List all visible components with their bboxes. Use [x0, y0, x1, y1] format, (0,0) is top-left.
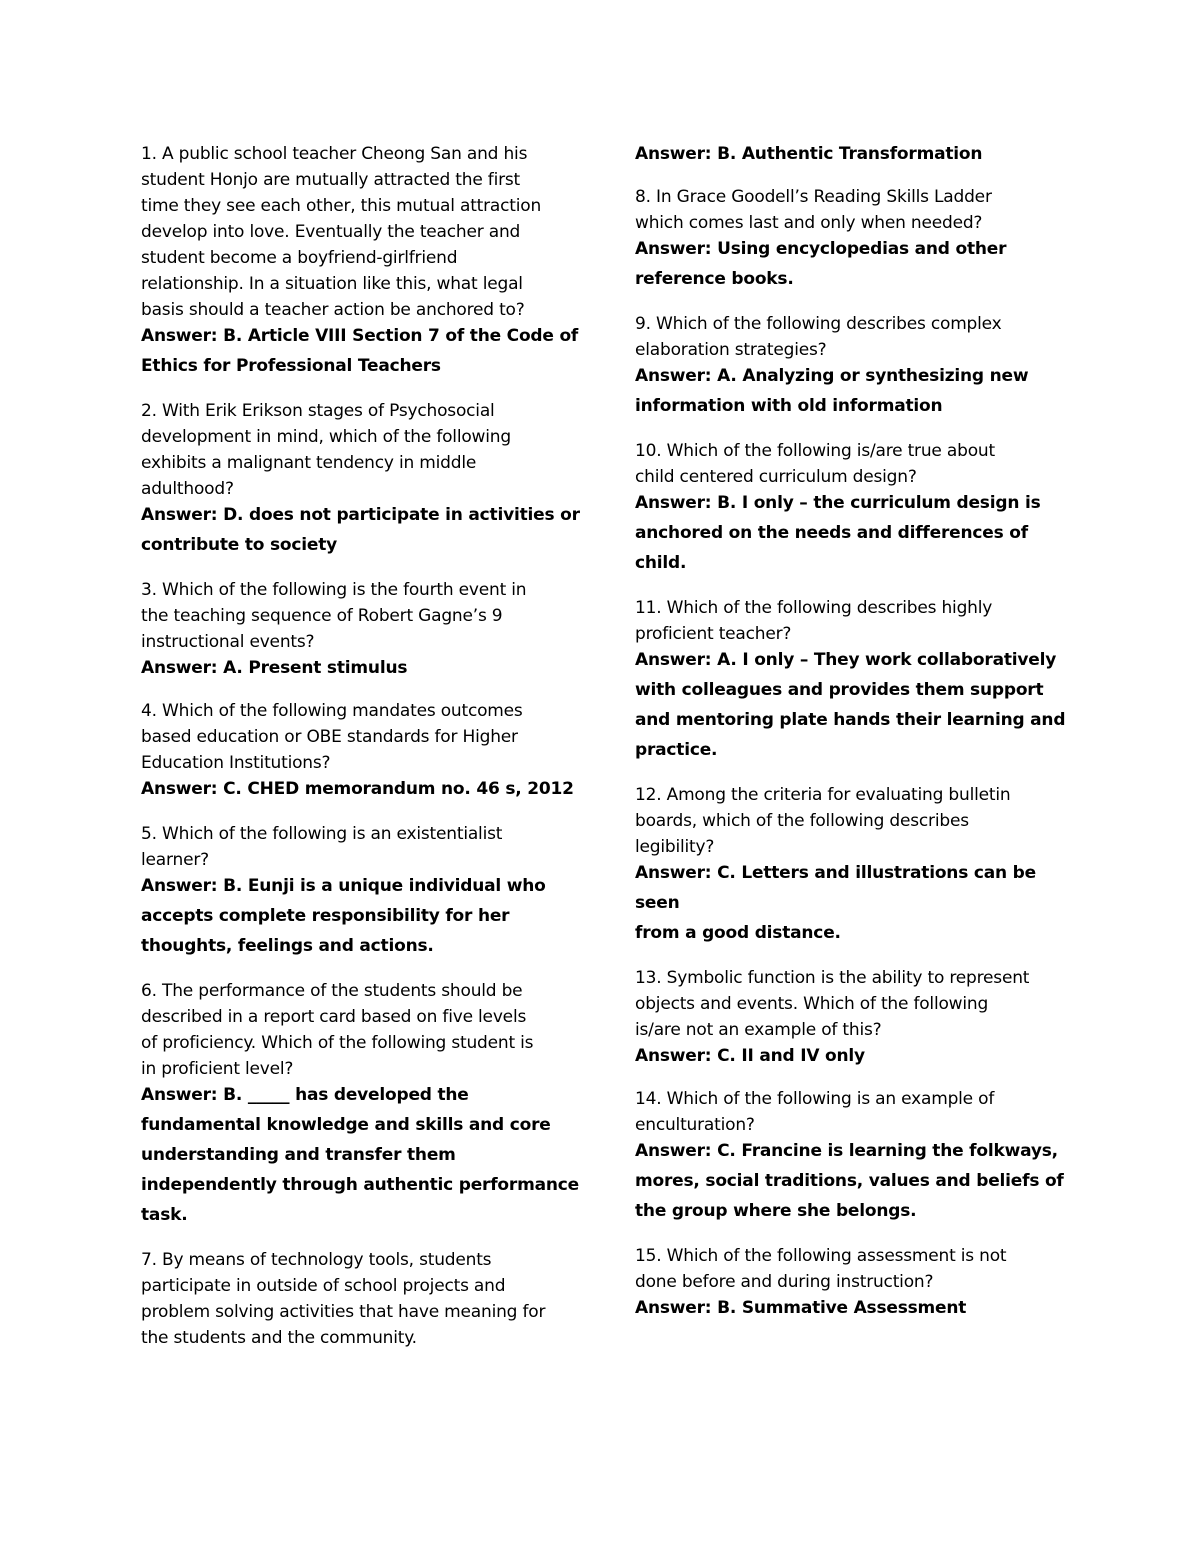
question-item-4: [141, 698, 581, 804]
question-text: 13. Symbolic function is the ability to represent objects and events. Which of the following is/are not an example of this?: [635, 968, 1030, 1040]
question-item-1: [141, 141, 581, 381]
question-item-7: [141, 1247, 581, 1351]
question-item-14: [635, 1086, 1075, 1226]
question-text: 9. Which of the following describes complex elaboration strategies?: [635, 314, 1002, 360]
answer-text: Answer: B. Summative Assessment: [635, 1298, 967, 1318]
question-text: 15. Which of the following assessment is not done before and during instruction?: [635, 1246, 1007, 1292]
question-item-6: [141, 978, 581, 1230]
question-item-10: [635, 438, 1075, 578]
answer-text: Answer: Using encyclopedias and other reference books.: [635, 239, 1007, 289]
question-item-9: [635, 311, 1075, 421]
question-item-12: [635, 782, 1075, 948]
answer-text: Answer: D. does not participate in activities or contribute to society: [141, 505, 580, 555]
question-text: 1. A public school teacher Cheong San and his student Honjo are mutually attracted the first time they see each other, this mutual attraction develop into love. Eventually the teacher and student become a boyfriend-girlfriend relationship. In a situation like this, what legal basis should a teacher action be anchored to?: [141, 144, 542, 320]
question-text: 10. Which of the following is/are true about child centered curriculum design?: [635, 441, 995, 487]
answer-text: Answer: B. I only – the curriculum design is anchored on the needs and differences of child.: [635, 493, 1041, 573]
answer-text: Answer: B. Eunji is a unique individual who accepts complete responsibility for her thoughts, feelings and actions.: [141, 876, 546, 956]
question-text: 14. Which of the following is an example of enculturation?: [635, 1089, 995, 1135]
answer-text: Answer: B. Article VIII Section 7 of the Code of Ethics for Professional Teachers: [141, 326, 579, 376]
question-text: 12. Among the criteria for evaluating bulletin boards, which of the following describes legibility?: [635, 785, 1011, 857]
answer-text: Answer: C. CHED memorandum no. 46 s, 2012: [141, 779, 574, 799]
question-text: 8. In Grace Goodell’s Reading Skills Ladder which comes last and only when needed?: [635, 187, 992, 233]
answer-text: Answer: C. Francine is learning the folkways, mores, social traditions, values and beliefs of the group where she belongs.: [635, 1141, 1064, 1221]
answer-text: Answer: A. I only – They work collaboratively with colleagues and provides them support and mentoring plate hands their learning and practice.: [635, 650, 1066, 760]
answer-text: Answer: A. Analyzing or synthesizing new information with old information: [635, 366, 1029, 416]
question-item-8: [635, 184, 1075, 294]
question-item-5: [141, 821, 581, 961]
question-text: 7. By means of technology tools, students participate in outside of school projects and problem solving activities that have meaning for the students and the community.: [141, 1250, 546, 1348]
answer-text: Answer: A. Present stimulus: [141, 658, 408, 678]
question-item-13: [635, 965, 1075, 1069]
question-text: 11. Which of the following describes highly proficient teacher?: [635, 598, 993, 644]
question-item-15: [635, 1243, 1075, 1321]
answer-text: Answer: C. Letters and illustrations can be seen from a good distance.: [635, 863, 1036, 943]
question-item-2: [141, 398, 581, 560]
answer-text: Answer: B. _____ has developed the fundamental knowledge and skills and core understanding and transfer them independently through authentic performance task.: [141, 1085, 579, 1225]
right-column: [635, 141, 1075, 1338]
question-item-11: [635, 595, 1075, 765]
question-text: 2. With Erik Erikson stages of Psychosocial development in mind, which of the following exhibits a malignant tendency in middle adulthood?: [141, 401, 511, 499]
left-column: [141, 141, 581, 1368]
question-text: 6. The performance of the students should be described in a report card based on five levels of proficiency. Which of the following student is in proficient level?: [141, 981, 534, 1079]
question-text: 5. Which of the following is an existentialist learner?: [141, 824, 503, 870]
question-text: 4. Which of the following mandates outcomes based education or OBE standards for Higher Education Institutions?: [141, 701, 523, 773]
answer-text-7: Answer: B. Authentic Transformation: [635, 144, 983, 164]
question-item-3: [141, 577, 581, 681]
answer-text: Answer: C. II and IV only: [635, 1046, 865, 1066]
question-text: 3. Which of the following is the fourth event in the teaching sequence of Robert Gagne’s 9 instructional events?: [141, 580, 527, 652]
